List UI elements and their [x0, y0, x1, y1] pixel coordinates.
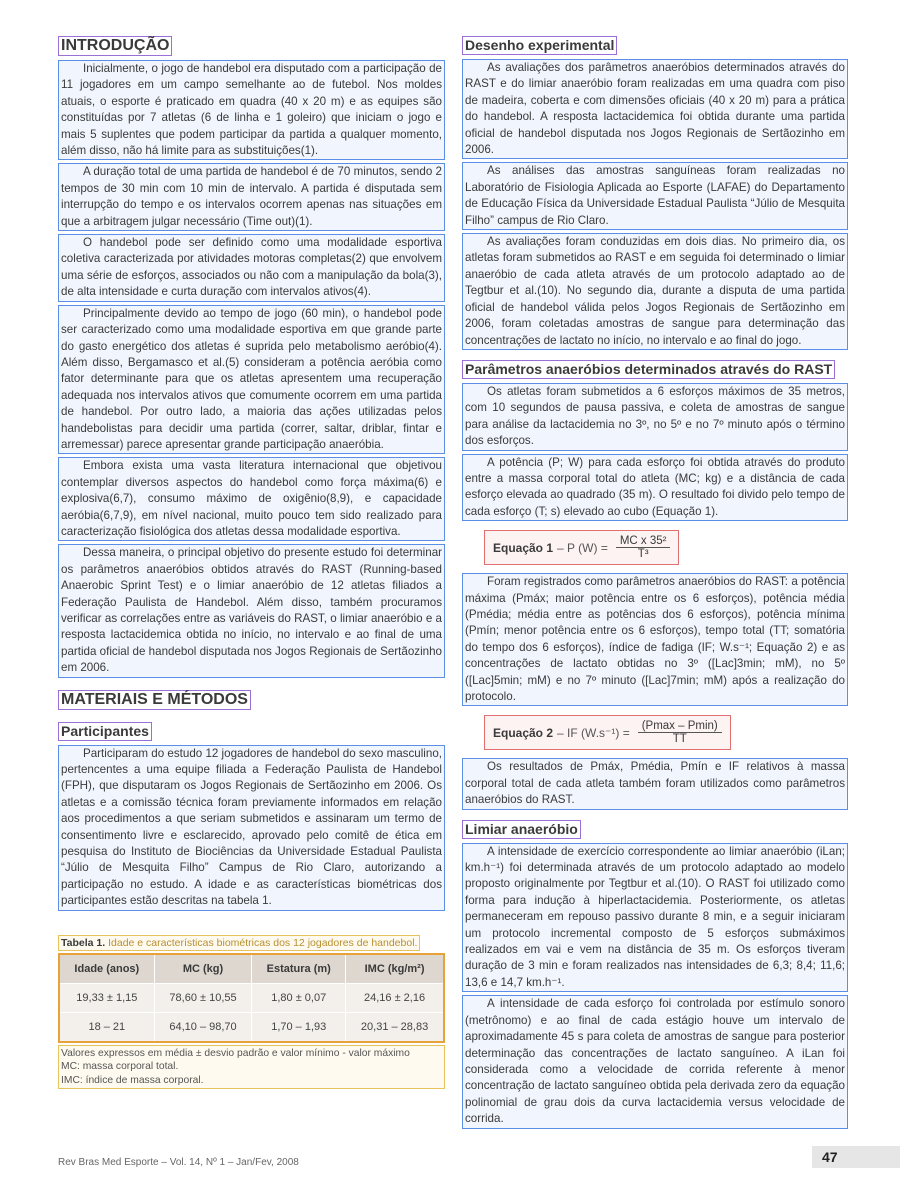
design-paragraph-1: As avaliações dos parâmetros anaeróbios determinados através do RAST e do limiar anaeróbio foram realizadas em uma quadra com piso de madeira, coberta e com dimensões oficiais (40 x 20 m) para a prática do handebol. A resposta lactacidemica foi obtida durante uma partida oficial de handebol disputada nos Jogos Regionais de Sertãozinho em 2006. [462, 59, 848, 159]
table-1 [58, 933, 445, 1090]
intro-paragraph-4: Principalmente devido ao tempo de jogo (60 min), o handebol pode ser caracterizado como uma modalidade esportiva em que grande parte do gasto energético dos atletas é suprida pelo metabolismo aeróbio(4). Além disso, Bergamasco et al.(5) consideram a potência aeróbia como fator determinante para que os atletas apresentem uma recuperação adequada nos intervalos ativos que comumente ocorrem em uma partida de handebol. Por outro lado, a maioria das ações utilizadas pelos handebolistas para decidir uma partida (correr, saltar, driblar, fintar e arremessar) parece apresentar grande participação anaeróbia. [58, 305, 445, 455]
participants-heading: Participantes [58, 722, 152, 741]
methods-heading: MATERIAIS E MÉTODOS [58, 690, 251, 710]
table-header-cell: Idade (anos) [59, 954, 154, 984]
threshold-paragraph-2: A intensidade de cada esforço foi controlada por estímulo sonoro (metrônomo) e ao final de cada estágio houve um intervalo de aproximadamente 45 s para coleta de amostras de sangue para posterior determinação das concentrações de lactato sanguíneo. A iLan foi considerada como a velocidade de corrida referente à menor concentração de lactato sanguíneo obtida pela derivada zero da equação polinomial de grau dois da curva lactacidemia versus velocidade de corrida. [462, 995, 848, 1128]
threshold-heading: Limiar anaeróbio [462, 820, 581, 839]
table-row [59, 1012, 444, 1042]
equation-2-label: Equação 2 [493, 725, 554, 740]
table-caption-text: Idade e características biométricas dos 12 jogadores de handebol. [108, 936, 418, 949]
intro-heading: INTRODUÇÃO [58, 36, 172, 56]
participants-paragraph: Participaram do estudo 12 jogadores de handebol do sexo masculino, pertencentes a uma equipe filiada a Federação Paulista de Handebol (FPH), que disputaram os Jogos Regionais de Sertãozinho em 2006. Os atletas e a comissão técnica foram previamente informados em relação aos procedimentos a que seriam submetidos e assinaram um termo de consentimento livre e esclarecido, aprovado pelo comitê de ética em pesquisa do Instituto de Biociências da Universidade Estadual Paulista “Júlio de Mesquita Filho” Campus de Rio Claro, autorizando a participação no estudo. A idade e as características biométricas dos participantes estão descritas na tabela 1. [58, 745, 445, 911]
table-cell: 78,60 ± 10,55 [154, 983, 252, 1012]
table-header-cell: Estatura (m) [252, 954, 346, 984]
table-caption [58, 935, 420, 951]
rast-paragraph-3: Foram registrados como parâmetros anaeróbios do RAST: a potência máxima (Pmáx; maior potência entre os 6 esforços), potência média (Pmédia; média entre as potências dos 6 esforços), potência mínima (Pmín; menor potência entre os 6 esforços), tempo total (TT; somatória do tempo dos 6 esforços), índice de fadiga (IF; W.s⁻¹; Equação 2) e as concentrações de lactato obtidas no 3º ([Lac]3min; mM), no 5º ([Lac]5min; mM) e no 7º minuto ([Lac]7min; mM) após a realização do protocolo. [462, 573, 848, 706]
table-caption-label: Tabela 1. [61, 936, 106, 949]
table-cell: 1,80 ± 0,07 [252, 983, 346, 1012]
right-column [462, 36, 848, 1137]
intro-paragraph-5: Embora exista uma vasta literatura internacional que objetivou contemplar diversos aspectos do handebol como força máxima(6) e explosiva(6,7), consumo máximo de oxigênio(8,9), e capacidade aeróbia(6,7,9), em nível nacional, muito pouco tem sido realizado para caracterização fisiológica dos atletas dessa modalidade esportiva. [58, 457, 445, 541]
equation-1-lhs: – P (W) = [557, 540, 608, 555]
table-cell: 1,70 – 1,93 [252, 1012, 346, 1042]
rast-paragraph-4: Os resultados de Pmáx, Pmédia, Pmín e IF relativos à massa corporal total de cada atleta também foram utilizados como parâmetros anaeróbios do RAST. [462, 758, 848, 809]
table-header-row [59, 954, 444, 984]
page-number: 47 [812, 1146, 900, 1168]
equation-1-label: Equação 1 [493, 540, 554, 555]
table-cell: 18 – 21 [59, 1012, 154, 1042]
equation-2-denominator: TT [672, 733, 687, 746]
table-header-cell: MC (kg) [154, 954, 252, 984]
equation-1 [484, 530, 679, 565]
equation-1-denominator: T³ [637, 548, 649, 561]
intro-paragraph-2: A duração total de uma partida de handebol é de 70 minutos, sendo 2 tempos de 30 min com 10 min de intervalo. A partida é disputada sem interrupção do tempo e os intervalos ocorrem apenas nas situações em que a arbitragem julgar necessário (Time out)(1). [58, 163, 445, 231]
rast-heading: Parâmetros anaeróbios determinados através do RAST [462, 360, 835, 379]
left-column [58, 36, 445, 1089]
table-cell: 20,31 – 28,83 [346, 1012, 444, 1042]
table-cell: 19,33 ± 1,15 [59, 983, 154, 1012]
table-notes [58, 1045, 445, 1090]
table-note: Valores expressos em média ± desvio padrão e valor mínimo - valor máximo [61, 1047, 410, 1059]
intro-paragraph-1: Inicialmente, o jogo de handebol era disputado com a participação de 11 jogadores em um campo semelhante ao de futebol. Nos moldes atuais, o esporte é praticado em quadra (40 x 20 m) e as equipes são constituídas por 7 atletas (6 de linha e 1 goleiro) que iniciam o jogo e mais 5 suplentes que podem participar da partida a qualquer momento, além disso, não há limite para as substituições(1). [58, 60, 445, 160]
design-paragraph-2: As análises das amostras sanguíneas foram realizadas no Laboratório de Fisiologia Aplicada ao Esporte (LAFAE) do Departamento de Educação Física da Universidade Estadual Paulista “Júlio de Mesquita Filho” campus de Rio Claro. [462, 162, 848, 230]
equation-2-numerator: (Pmax – Pmin) [638, 720, 722, 733]
threshold-paragraph-1: A intensidade de exercício correspondente ao limiar anaeróbio (iLan; km.h⁻¹) foi determinada através de um protocolo adaptado ao modelo proposto originalmente por Tegtbur et al.(10). O RAST foi utilizado como forma para indução à hiperlactacidemia. Posteriormente, os atletas permaneceram em repouso passivo durante 8 min, e a seguir iniciaram um protocolo incremental composto de 5 esforços submáximos realizados em vai e vem na distância de 35 m. Os esforços tiveram duração de 3 min e foram realizados nas intensidades de 6,3; 8,4; 11,6; 13,6 e 14,7 km.h⁻¹. [462, 843, 848, 993]
footer-journal: Rev Bras Med Esporte – Vol. 14, Nº 1 – Jan/Fev, 2008 [58, 1157, 299, 1168]
intro-paragraph-6: Dessa maneira, o principal objetivo do presente estudo foi determinar os parâmetros anaeróbios obtidos através do RAST (Running-based Anaerobic Sprint Test) e o limiar anaeróbio de 12 atletas filiados a Federação Paulista de Handebol. Além disso, também procuramos verificar as correlações entre as variáveis do RAST, o limiar anaeróbio e a resposta lactacidemica obtida no início, no intervalo e ao final de uma partida oficial de handebol disputada nos Jogos Regionais de Sertãozinho em 2006. [58, 544, 445, 677]
equation-2-lhs: – IF (W.s⁻¹) = [557, 725, 630, 740]
table-row [59, 983, 444, 1012]
design-paragraph-3: As avaliações foram conduzidas em dois dias. No primeiro dia, os atletas foram submetidos ao RAST e em seguida foi determinado o limiar anaeróbio de cada atleta através de um protocolo adaptado ao de Tegtbur et al.(10). No segundo dia, durante a disputa de uma partida oficial de handebol válida pelos Jogos Regionais de Sertãozinho em 2006, foram coletadas amostras de sangue para determinação das concentrações de lactato no início, no intervalo e ao final do jogo. [462, 233, 848, 350]
table-header-cell: IMC (kg/m²) [346, 954, 444, 984]
rast-paragraph-2: A potência (P; W) para cada esforço foi obtida através do produto entre a massa corporal total do atleta (MC; kg) e a distância de cada esforço elevada ao quadrado (35 m). O resultado foi divido pelo tempo de cada esforço (T; s) elevado ao cubo (Equação 1). [462, 454, 848, 522]
table-note: IMC: índice de massa corporal. [61, 1074, 204, 1086]
intro-paragraph-3: O handebol pode ser definido como uma modalidade esportiva coletiva caracterizada por atividades motoras completas(2) que envolvem uma série de esforços, associados ou não com a manipulação da bola(3), de alta intensidade e curta duração com intervalos ativos(4). [58, 234, 445, 302]
biometrics-table [58, 953, 445, 1043]
equation-2-fraction [638, 720, 722, 745]
rast-paragraph-1: Os atletas foram submetidos a 6 esforços máximos de 35 metros, com 10 segundos de pausa passiva, e coleta de amostras de sangue para análise da lactacidemia no 3º, no 5º e no 7º minuto após o término dos esforços. [462, 383, 848, 451]
table-cell: 24,16 ± 2,16 [346, 983, 444, 1012]
equation-1-fraction [616, 535, 671, 560]
design-heading: Desenho experimental [462, 36, 617, 55]
table-cell: 64,10 – 98,70 [154, 1012, 252, 1042]
table-note: MC: massa corporal total. [61, 1061, 179, 1073]
equation-2 [484, 715, 731, 750]
equation-1-numerator: MC x 35² [616, 535, 671, 548]
